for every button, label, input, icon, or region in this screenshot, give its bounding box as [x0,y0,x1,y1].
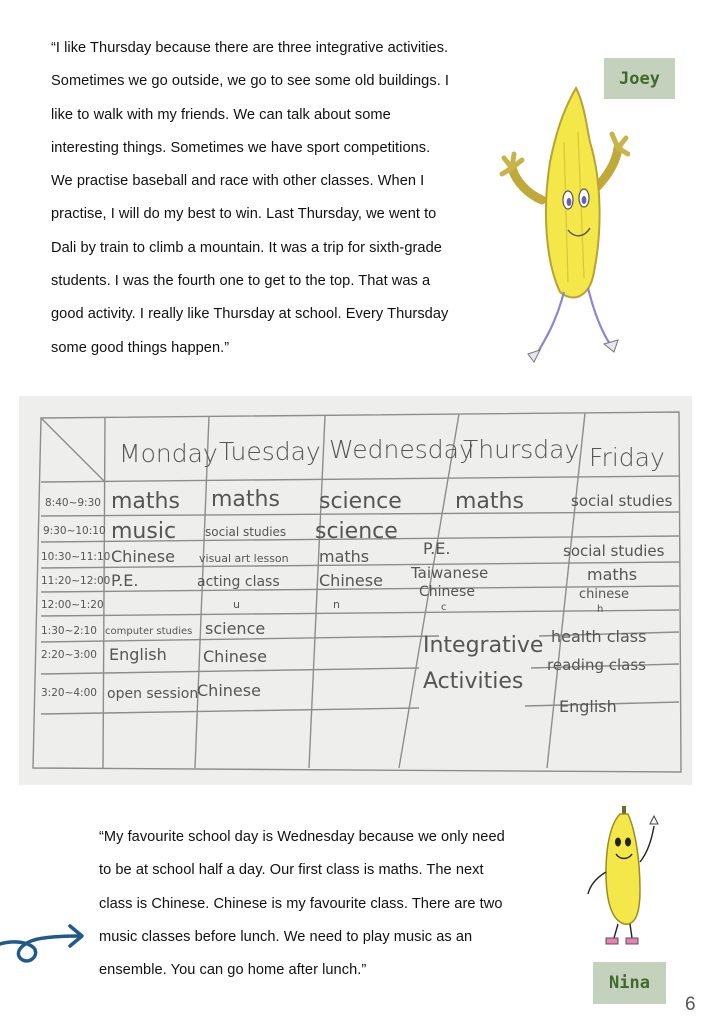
timetable-cell: n [333,598,340,611]
timetable-cell: P.E. [423,539,451,558]
timetable-cell: chinese [579,587,630,602]
timetable-cell: health class [551,627,647,646]
time-slot: 9:30~10:10 [43,525,106,537]
timetable-cell: science [205,619,266,638]
quote-line: students. I was the fourth one to get to the top. That was a [51,273,431,290]
timetable-cell: English [559,697,617,716]
timetable-cell: social studies [563,542,665,560]
quote-line: class is Chinese. Chinese is my favourite class. There are two [99,895,503,912]
quote-line: like to walk with my friends. We can talk about some [51,106,391,123]
joey-banana-drawing [498,82,630,372]
day-header: Tuesday [219,437,321,466]
timetable-cell: open session [107,686,199,702]
timetable-cell: Chinese [111,547,175,566]
quote-line: practise, I will do my best to win. Last Thursday, we went to [51,206,437,223]
timetable-cell: Chinese [203,647,267,666]
quote-line: “My favourite school day is Wednesday because we only need [99,829,505,845]
timetable-cell: acting class [197,574,280,590]
quote-line: “I like Thursday because there are three integrative activities. [51,40,449,56]
nina-banana-drawing [582,802,662,950]
quote-line: interesting things. Sometimes we have sport competitions. [51,139,431,156]
quote-line: Dali by train to climb a mountain. It was a trip for sixth-grade [51,239,442,256]
timetable-cell: Taiwanese [411,564,489,582]
quote-line: to be at school half a day. Our first class is maths. The next [99,862,484,879]
time-slot: 3:20~4:00 [41,687,97,699]
time-slot: 1:30~2:10 [41,625,97,637]
quote-line: Sometimes we go outside, we go to see some old buildings. I [51,73,450,90]
quote-line: ensemble. You can go home after lunch.” [99,962,367,979]
time-slot: 10:30~11:10 [41,551,111,563]
timetable-cell: Chinese [319,571,383,590]
timetable-cell: music [111,519,177,544]
time-slot: 11:20~12:00 [41,575,111,587]
timetable-drawing [19,396,692,785]
timetable-cell: u [233,598,240,611]
quote-line: good activity. I really like Thursday at school. Every Thursday [51,306,449,323]
timetable-cell: Chinese [197,681,261,700]
quote-line: some good things happen.” [51,339,230,356]
day-header: Thursday [463,435,580,464]
timetable-cell: science [315,519,398,544]
timetable-cell: h [597,604,604,615]
time-slot: 2:20~3:00 [41,649,97,661]
quote-line: music classes before lunch. We need to play music as an [99,928,473,945]
timetable-cell: computer studies [105,626,193,637]
timetable-cell: visual art lesson [199,552,289,565]
timetable-cell: social studies [571,492,673,510]
curly-arrow-icon [0,918,92,974]
timetable-cell: maths [455,489,524,514]
page-number: 6 [685,994,696,1015]
timetable-cell: Integrative [423,633,544,658]
time-slot: 8:40~9:30 [45,497,101,509]
timetable-cell: maths [211,487,280,512]
timetable-cell: c [441,602,447,613]
day-header: Wednesday [329,435,474,464]
timetable-cell: maths [319,547,370,566]
quote-line: We practise baseball and race with other classes. When I [51,173,425,190]
timetable-cell: maths [111,489,180,514]
joey-name-tag: Joey [604,58,675,99]
nina-name-tag: Nina [593,962,666,1004]
joey-quote [51,32,521,365]
timetable-cell: maths [587,565,638,584]
timetable-cell: English [109,645,167,664]
timetable-cell: P.E. [111,571,139,590]
day-header: Friday [589,443,665,472]
timetable-cell: reading class [547,656,646,674]
timetable-cell: Chinese [419,584,475,600]
nina-quote [99,821,569,987]
day-header: Monday [119,439,218,468]
timetable-cell: social studies [205,525,287,539]
time-slot: 12:00~1:20 [41,599,104,611]
timetable-cell: science [319,489,402,514]
timetable-cell: Activities [423,669,524,694]
